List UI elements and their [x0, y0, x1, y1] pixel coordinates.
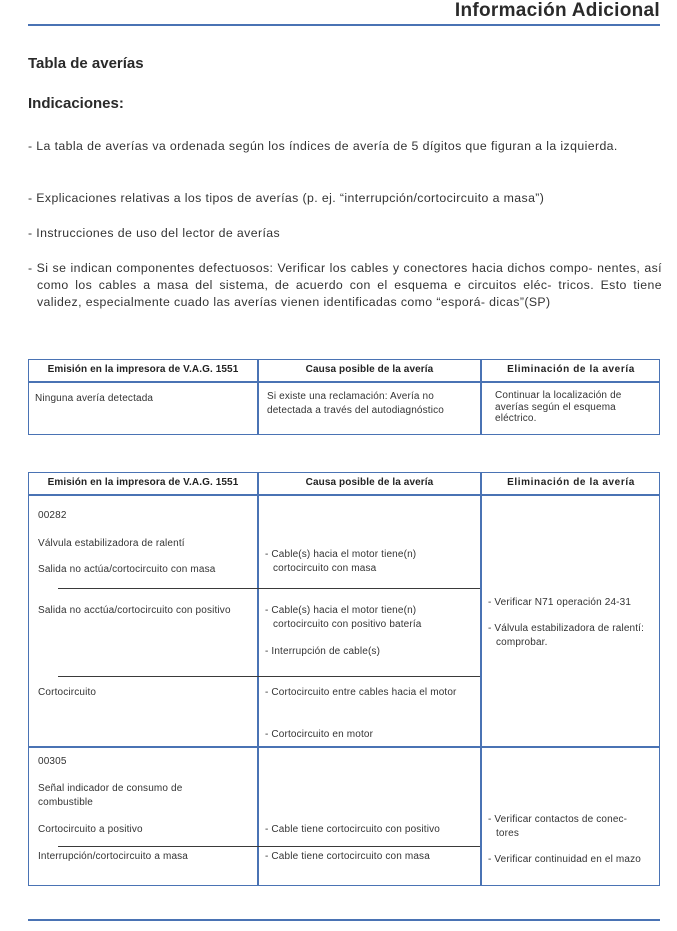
- header-rule: [28, 24, 660, 26]
- table-cell-fix: Continuar la localización de averías según el esquema eléctrico.: [495, 390, 622, 424]
- cause-text: - Interrupción de cable(s): [265, 646, 381, 657]
- bullet-text: - Instrucciones de uso del lector de averías: [28, 226, 281, 240]
- subrow-divider: [258, 676, 480, 677]
- fault-cause: [265, 850, 475, 864]
- cause-text: - Cable tiene cortocircuito con positivo: [265, 824, 440, 835]
- fix-step: [488, 596, 656, 610]
- fault-cause: [265, 686, 470, 700]
- group-divider: [28, 746, 660, 748]
- fault-cause: [265, 604, 470, 631]
- fix-step: [488, 853, 648, 867]
- subrow-divider: [58, 676, 258, 677]
- column-header-fix: Eliminación de la avería: [507, 477, 635, 488]
- bullet-item: [28, 225, 648, 242]
- fault-type: Cortocircuito: [38, 687, 97, 698]
- subrow-divider: [258, 846, 480, 847]
- fault-type: Interrupción/cortocircuito a masa: [38, 851, 189, 862]
- fix-text: - Verificar N71 operación 24-31: [488, 597, 632, 608]
- component-name: Señal indicador de consumo de combustible: [38, 783, 183, 808]
- column-header-cause: Causa posible de la avería: [305, 364, 434, 375]
- fix-step: [488, 813, 653, 840]
- bullet-item: [28, 260, 662, 311]
- footer-rule: [28, 919, 660, 921]
- fix-step: [488, 622, 648, 649]
- fault-type: Cortocircuito a positivo: [38, 824, 143, 835]
- page-header-title: Información Adicional: [454, 0, 660, 21]
- cause-text: - Cortocircuito en motor: [265, 729, 374, 740]
- header-divider: [28, 494, 660, 496]
- cause-text: - Cable(s) hacia el motor tiene(n) cortocircuito con masa: [265, 549, 417, 574]
- subrow-divider: [258, 588, 480, 589]
- bullet-text: - Si se indican componentes defectuosos: Verificar los cables y conectores hacia dichos compo- nentes, así como los cables a masa del sistema, de acuerdo con el esquema e circuitos eléc- tricos. Esto tiene validez, especialmente cuado las averías vienen identificadas como “esporá- dicas”(SP): [28, 261, 662, 309]
- bullet-item: [28, 190, 648, 207]
- header-divider: [28, 381, 660, 383]
- column-divider: [257, 472, 259, 886]
- fault-type: Salida no acctúa/cortocircuito con positivo: [38, 605, 231, 616]
- table-cell-emission: Ninguna avería detectada: [35, 393, 154, 404]
- subrow-divider: [58, 588, 258, 589]
- subrow-divider: [58, 846, 258, 847]
- fault-cause: [265, 548, 470, 575]
- section-title: Tabla de averías: [28, 55, 144, 72]
- cause-text: - Cable tiene cortocircuito con masa: [265, 851, 430, 862]
- column-header-cause: Causa posible de la avería: [305, 477, 434, 488]
- fault-cause: [265, 728, 470, 742]
- column-header-emission: Emisión en la impresora de V.A.G. 1551: [47, 364, 239, 375]
- subsection-title: Indicaciones:: [28, 95, 124, 112]
- column-divider: [480, 472, 482, 886]
- fault-code: 00282: [38, 510, 67, 521]
- bullet-item: [28, 138, 628, 155]
- fault-cause: [265, 645, 470, 659]
- cause-text: - Cable(s) hacia el motor tiene(n) cortocircuito con positivo batería: [265, 605, 422, 630]
- bullet-text: - La tabla de averías va ordenada según los índices de avería de 5 dígitos que figuran a la izquierda.: [28, 139, 618, 153]
- column-header-emission: Emisión en la impresora de V.A.G. 1551: [47, 477, 239, 488]
- fix-text: - Válvula estabilizadora de ralentí: comprobar.: [488, 623, 645, 648]
- component-name: Válvula estabilizadora de ralentí: [38, 538, 185, 549]
- cause-text: - Cortocircuito entre cables hacia el motor: [265, 687, 457, 698]
- fix-text: - Verificar continuidad en el mazo: [488, 854, 641, 865]
- fault-code: 00305: [38, 756, 67, 767]
- fault-type: Salida no actúa/cortocircuito con masa: [38, 564, 216, 575]
- fault-cause: [265, 823, 475, 837]
- bullet-text: - Explicaciones relativas a los tipos de averías (p. ej. “interrupción/cortocircuito a masa”): [28, 191, 545, 205]
- column-header-fix: Eliminación de la avería: [507, 364, 635, 375]
- table-cell-cause: Si existe una reclamación: Avería no detectada a través del autodiagnóstico: [267, 391, 444, 416]
- fix-text: - Verificar contactos de conec- tores: [488, 814, 628, 839]
